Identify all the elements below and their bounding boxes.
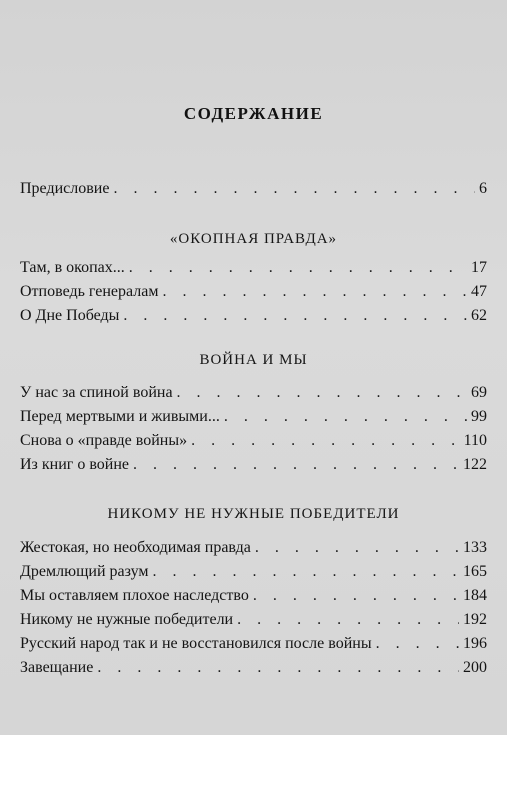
entry-page-number: 6 xyxy=(479,180,487,197)
entry-page-number: 62 xyxy=(471,307,487,324)
dot-leader xyxy=(97,659,459,677)
entry-page-number: 192 xyxy=(463,611,487,628)
dot-leader xyxy=(177,384,467,402)
toc-entry xyxy=(20,539,487,561)
entry-page-number: 99 xyxy=(471,408,487,425)
entry-page-number: 17 xyxy=(471,259,487,276)
entry-label: О Дне Победы xyxy=(20,307,120,324)
dot-leader xyxy=(133,456,459,474)
dot-leader xyxy=(253,587,459,605)
entry-label: Предисловие xyxy=(20,180,110,197)
toc-entry xyxy=(20,456,487,478)
dot-leader xyxy=(113,180,475,198)
entry-label: Мы оставляем плохое наследство xyxy=(20,587,249,604)
section-heading-voina-i-my: ВОЙНА И МЫ xyxy=(199,352,308,368)
entry-label: Никому не нужные победители xyxy=(20,611,234,628)
dot-leader xyxy=(237,611,459,629)
entry-label: У нас за спиной война xyxy=(20,384,173,401)
toc-entry xyxy=(20,659,487,681)
entry-page-number: 196 xyxy=(463,635,487,652)
entry-label: Отповедь генералам xyxy=(20,283,159,300)
section-heading-okopnaya-pravda: «ОКОПНАЯ ПРАВДА» xyxy=(169,231,338,247)
toc-title: СОДЕРЖАНИЕ xyxy=(183,104,324,123)
entry-label: Там, в окопах... xyxy=(20,259,125,276)
toc-entry xyxy=(20,283,487,305)
entry-page-number: 184 xyxy=(463,587,487,604)
toc-entry xyxy=(20,384,487,406)
entry-label: Дремлющий разум xyxy=(20,563,149,580)
blank-margin xyxy=(0,735,507,800)
entry-page-number: 165 xyxy=(463,563,487,580)
toc-entry xyxy=(20,563,487,585)
dot-leader xyxy=(376,635,459,653)
entry-page-number: 47 xyxy=(471,283,487,300)
toc-entry xyxy=(20,432,487,454)
section-heading-nikomu-ne-nuzhnye: НИКОМУ НЕ НУЖНЫЕ ПОБЕДИТЕЛИ xyxy=(107,506,400,522)
entry-label: Снова о «правде войны» xyxy=(20,432,188,449)
entry-label: Завещание xyxy=(20,659,94,676)
entry-page-number: 110 xyxy=(463,432,487,449)
entry-label: Жестокая, но необходимая правда xyxy=(20,539,251,556)
entry-label: Перед мертвыми и живыми... xyxy=(20,408,220,425)
toc-entry xyxy=(20,259,487,281)
dot-leader xyxy=(153,563,459,581)
dot-leader xyxy=(129,259,467,277)
dot-leader xyxy=(255,539,459,557)
toc-entry xyxy=(20,587,487,609)
dot-leader xyxy=(224,408,467,426)
dot-leader xyxy=(162,283,467,301)
toc-entry xyxy=(20,307,487,329)
entry-page-number: 122 xyxy=(463,456,487,473)
entry-label: Из книг о войне xyxy=(20,456,130,473)
toc-entry xyxy=(20,408,487,430)
entry-page-number: 133 xyxy=(463,539,487,556)
toc-entry xyxy=(20,635,487,657)
toc-entry-preface xyxy=(20,180,487,202)
entry-page-number: 200 xyxy=(463,659,487,676)
toc-entry xyxy=(20,611,487,633)
dot-leader xyxy=(123,307,467,325)
dot-leader xyxy=(191,432,460,450)
entry-page-number: 69 xyxy=(471,384,487,401)
entry-label: Русский народ так и не восстановился после войны xyxy=(20,635,372,652)
